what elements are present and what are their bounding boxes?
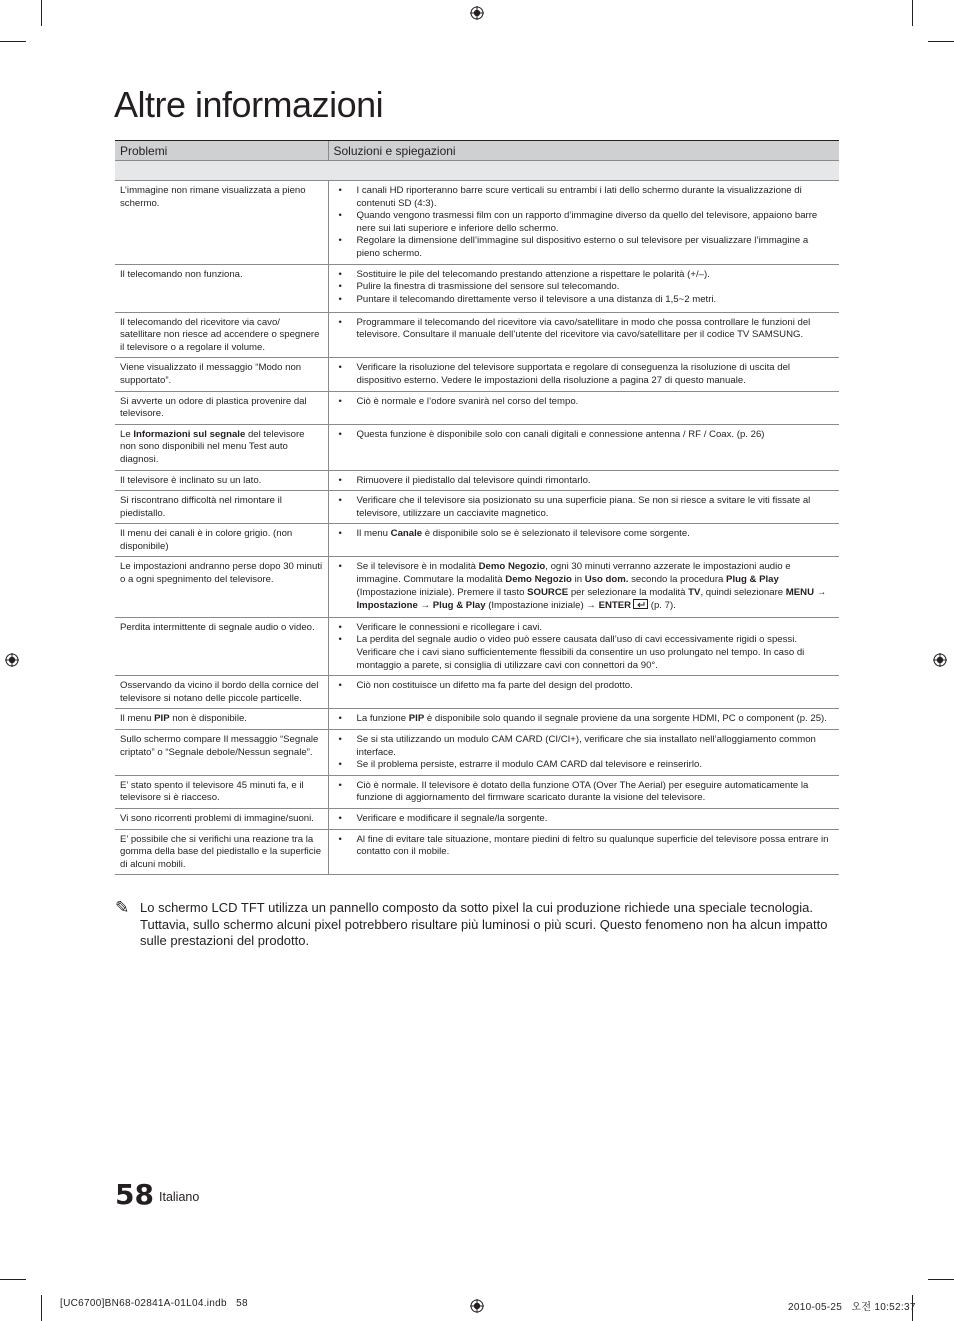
solution-item: • Se si sta utilizzando un modulo CAM CARD (CI/CI+), verificare che sia installato nell’alloggiamento common interface. (337, 734, 835, 759)
table-row (115, 312, 839, 358)
section-band (115, 161, 839, 181)
troubleshooting-table (115, 140, 839, 875)
problem-cell: Il menu dei canali è in colore grigio. (non disponibile) (115, 524, 328, 557)
solution-cell (328, 424, 839, 470)
crop-mark (928, 41, 954, 42)
solution-cell (328, 312, 839, 358)
footer-timestamp: 2010-05-25 오전 10:52:37 (788, 1302, 916, 1313)
table-row (115, 676, 839, 709)
solution-item: • Quando vengono trasmessi film con un rapporto d’immagine diverso da quello del televisore, appaiono barre nere sui lati superiore e inferiore dello schermo. (337, 210, 835, 235)
table-row (115, 181, 839, 265)
solution-cell (328, 617, 839, 675)
problem-cell: Sullo schermo compare Il messaggio “Segnale criptato” o “Segnale debole/Nessun segnale”. (115, 730, 328, 776)
page-language: Italiano (159, 1190, 200, 1204)
problem-cell: L’immagine non rimane visualizzata a pieno schermo. (115, 181, 328, 265)
problem-cell: E’ stato spento il televisore 45 minuti fa, e il televisore si è riacceso. (115, 775, 328, 808)
solution-item: • Pulire la finestra di trasmissione del sensore sul telecomando. (337, 281, 835, 294)
table-row (115, 524, 839, 557)
solution-cell (328, 829, 839, 875)
solution-item: • Regolare la dimensione dell’immagine sul dispositivo esterno o sul televisore per visualizzare l’immagine a pieno schermo. (337, 235, 835, 260)
table-row (115, 617, 839, 675)
table-row (115, 264, 839, 312)
pencil-note-icon: ✎ (115, 898, 130, 917)
solution-cell (328, 676, 839, 709)
registration-mark-icon (470, 6, 484, 20)
crop-mark (0, 1279, 26, 1280)
solution-item: • Se il televisore è in modalità Demo Negozio, ogni 30 minuti verranno azzerate le impostazioni audio e immagine. Commutare la modalità Demo Negozio in Uso dom. secondo la procedura Plug & Play (Impostazione iniziale). Premere il tasto SOURCE per selezionare la modalità TV, quindi selezionare MENU → Impostazione → Plug & Play (Impostazione iniziale) → ENTER (p. 7). (337, 561, 835, 613)
solution-cell (328, 557, 839, 617)
column-header-solutions: Soluzioni e spiegazioni (328, 141, 839, 161)
crop-mark (41, 1295, 42, 1321)
solution-cell (328, 775, 839, 808)
enter-icon (633, 599, 648, 614)
crop-mark (41, 0, 42, 26)
solution-item: • La perdita del segnale audio o video può essere causata dall’uso di cavi eccessivamente rigidi o spessi. Verificare che i cavi siano sufficientemente flessibili da consentire un uso prolungato nel tempo. In caso di montaggio a parete, si consiglia di utilizzare cavi con connettori da 90°. (337, 634, 835, 672)
column-header-problems: Problemi (115, 141, 328, 161)
registration-mark-icon (470, 1299, 484, 1313)
problem-cell: Il telecomando non funziona. (115, 264, 328, 312)
solution-cell (328, 709, 839, 730)
solution-item: • Al fine di evitare tale situazione, montare piedini di feltro su qualunque superficie del televisore possa entrare in contatto con il mobile. (337, 834, 835, 859)
registration-mark-icon (933, 653, 947, 667)
problem-cell: E’ possibile che si verifichi una reazione tra la gomma della base del piedistallo e la superficie di alcuni mobili. (115, 829, 328, 875)
problem-cell: Si riscontrano difficoltà nel rimontare il piedistallo. (115, 491, 328, 524)
problem-cell: Il telecomando del ricevitore via cavo/ satellitare non riesce ad accendere o spegnere il televisore o a regolare il volume. (115, 312, 328, 358)
solution-item: • I canali HD riporteranno barre scure verticali su entrambi i lati dello schermo durante la visualizzazione di contenuti SD (4:3). (337, 185, 835, 210)
solution-cell (328, 491, 839, 524)
solution-cell (328, 524, 839, 557)
page-title: Altre informazioni (114, 84, 384, 125)
solution-cell (328, 358, 839, 391)
solution-item: • Ciò è normale. Il televisore è dotato della funzione OTA (Over The Aerial) per eseguire automaticamente la funzione di aggiornamento del firmware scaricato durante la visione del televisore. (337, 780, 835, 805)
solution-item: • Verificare la risoluzione del televisore supportata e regolare di conseguenza la risoluzione di uscita del dispositivo esterno. Vedere le impostazioni della risoluzione a pagina 27 di questo manuale. (337, 362, 835, 387)
solution-item: • Verificare che il televisore sia posizionato su una superficie piana. Se non si riesce a svitare le viti fissate al televisore, utilizzare un cacciavite magnetico. (337, 495, 835, 520)
solution-item: • Ciò non costituisce un difetto ma fa parte del design del prodotto. (337, 680, 835, 693)
solution-item: • La funzione PIP è disponibile solo quando il segnale proviene da una sorgente HDMI, PC o component (p. 25). (337, 713, 835, 726)
crop-mark (0, 41, 26, 42)
solution-cell (328, 264, 839, 312)
table-row (115, 470, 839, 491)
solution-item: • Puntare il telecomando direttamente verso il televisore a una distanza di 1,5~2 metri. (337, 294, 835, 307)
problem-cell: Viene visualizzato il messaggio “Modo non supportato”. (115, 358, 328, 391)
note-text: Lo schermo LCD TFT utilizza un pannello composto da sotto pixel la cui produzione richiede una speciale tecnologia. Tuttavia, sullo schermo alcuni pixel potrebbero risultare più luminosi o più scuri. Questo fenomeno non ha alcun impatto sulle prestazioni del prodotto. (140, 900, 828, 948)
table-row (115, 709, 839, 730)
registration-mark-icon (5, 653, 19, 667)
solution-item: • Questa funzione è disponibile solo con canali digitali e connessione antenna / RF / Coax. (p. 26) (337, 429, 835, 442)
table-row (115, 424, 839, 470)
problem-cell: Vi sono ricorrenti problemi di immagine/suoni. (115, 808, 328, 829)
solution-cell (328, 181, 839, 265)
solution-cell (328, 808, 839, 829)
footer-file: [UC6700]BN68-02841A-01L04.indb 58 (60, 1298, 248, 1309)
solution-cell (328, 470, 839, 491)
table-row (115, 808, 839, 829)
solution-item: • Se il problema persiste, estrarre il modulo CAM CARD dal televisore e reinserirlo. (337, 759, 835, 772)
page-number: 58 (115, 1178, 154, 1211)
problem-cell: Si avverte un odore di plastica provenire dal televisore. (115, 391, 328, 424)
solution-item: • Ciò è normale e l’odore svanirà nel corso del tempo. (337, 396, 835, 409)
solution-item: • Verificare e modificare il segnale/la sorgente. (337, 813, 835, 826)
table-row (115, 358, 839, 391)
solution-item: • Rimuovere il piedistallo dal televisore quindi rimontarlo. (337, 475, 835, 488)
table-row (115, 391, 839, 424)
problem-cell: Il televisore è inclinato su un lato. (115, 470, 328, 491)
table-row (115, 557, 839, 617)
problem-cell: Il menu PIP non è disponibile. (115, 709, 328, 730)
crop-mark (928, 1279, 954, 1280)
solution-item: • Verificare le connessioni e ricollegare i cavi. (337, 622, 835, 635)
table-row (115, 730, 839, 776)
problem-cell: Le impostazioni andranno perse dopo 30 minuti o a ogni spegnimento del televisore. (115, 557, 328, 617)
solution-item: • Sostituire le pile del telecomando prestando attenzione a rispettare le polarità (+/–). (337, 269, 835, 282)
table-header-row (115, 141, 839, 161)
solution-cell (328, 730, 839, 776)
table-row (115, 775, 839, 808)
table-row (115, 829, 839, 875)
problem-cell: Le Informazioni sul segnale del televisore non sono disponibili nel menu Test auto diagnosi. (115, 424, 328, 470)
solution-item: • Programmare il telecomando del ricevitore via cavo/satellitare in modo che possa controllare le funzioni del televisore. Consultare il manuale dell’utente del ricevitore via cavo/satellitare per il codice TV SAMSUNG. (337, 317, 835, 342)
crop-mark (912, 0, 913, 26)
problem-cell: Perdita intermittente di segnale audio o video. (115, 617, 328, 675)
solution-cell (328, 391, 839, 424)
note (115, 900, 839, 950)
problem-cell: Osservando da vicino il bordo della cornice del televisore si notano delle piccole particelle. (115, 676, 328, 709)
table-row (115, 491, 839, 524)
solution-item: • Il menu Canale è disponibile solo se è selezionato il televisore come sorgente. (337, 528, 835, 541)
